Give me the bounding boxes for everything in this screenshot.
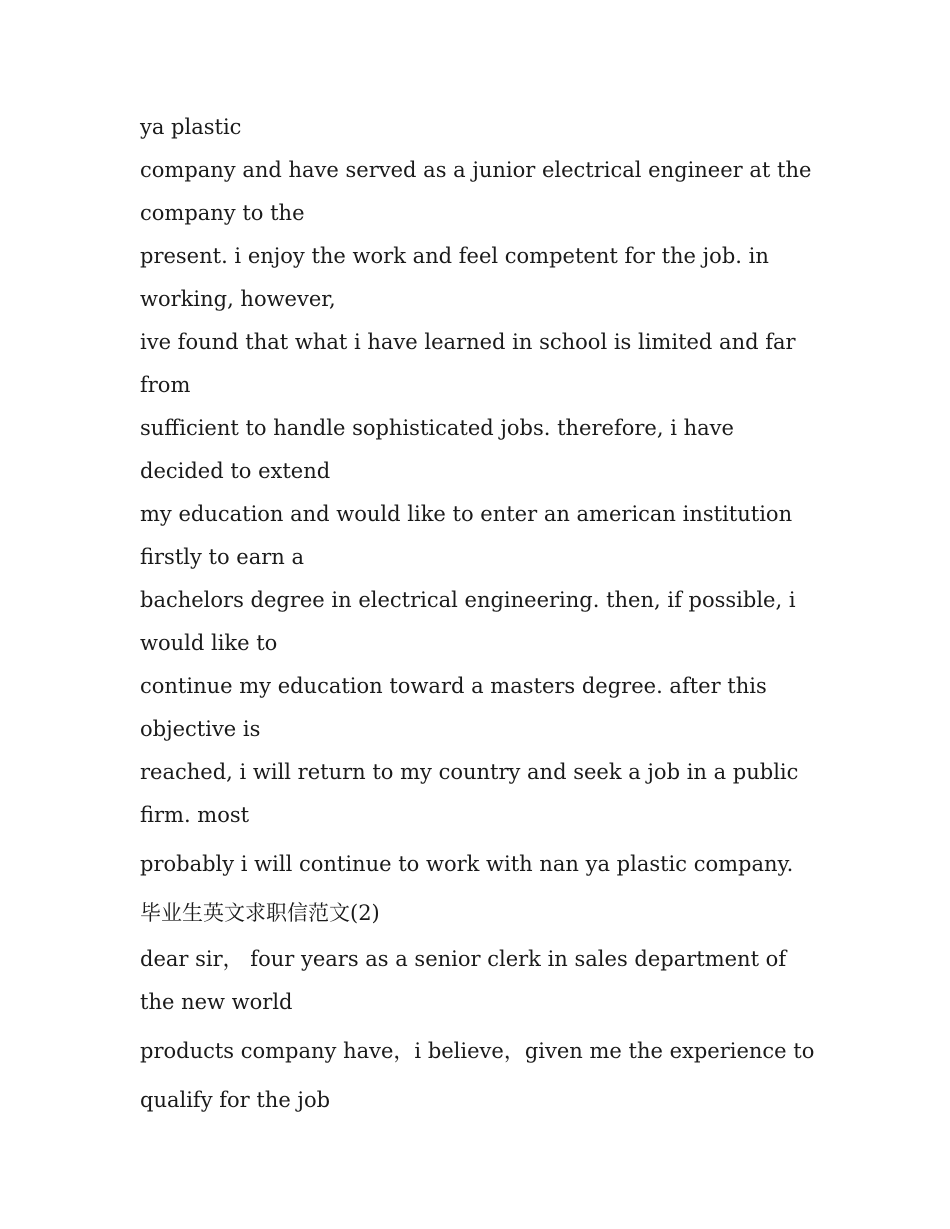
paragraph: probably i will continue to work with nan ya plastic company. 毕业生英文求职信范文(2) [140,852,794,925]
paragraph: ive found that what i have learned in school is limited and far from [140,330,796,397]
paragraph: reached, i will return to my country and seek a job in a public firm. most [140,760,799,827]
paragraph: ya plastic [140,115,242,139]
paragraph: my education and would like to enter an american institution firstly to earn a [140,502,793,569]
paragraph: dear sir， four years as a senior clerk in sales department of the new world [140,947,787,1014]
document-body [140,106,820,1125]
paragraph: products company have，i believe，given me the experience to qualify for the job [140,1039,815,1112]
paragraph: sufficient to handle sophisticated jobs. therefore, i have decided to extend [140,416,734,483]
paragraph: bachelors degree in electrical engineering. then, if possible, i would like to [140,588,796,655]
paragraph: continue my education toward a masters degree. after this objective is [140,674,767,741]
paragraph: company and have served as a junior electrical engineer at the company to the [140,158,812,225]
paragraph: present. i enjoy the work and feel competent for the job. in working, however, [140,244,769,311]
